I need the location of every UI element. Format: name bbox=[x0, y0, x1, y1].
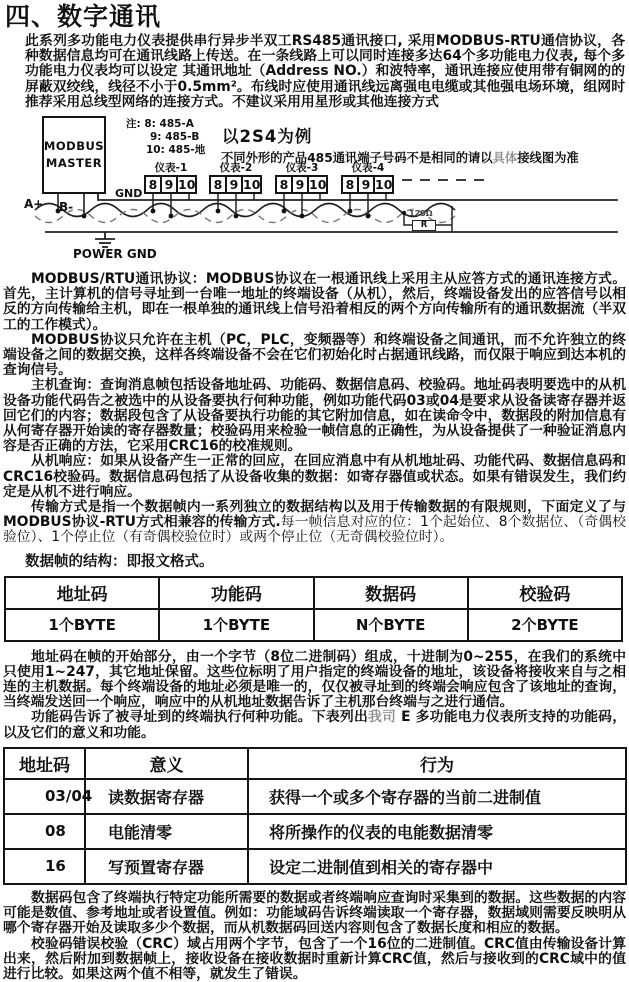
cell-behavior: 设定二进制值到相关的寄存器中 bbox=[248, 849, 626, 884]
power-gnd-label: POWER GND bbox=[73, 248, 157, 260]
meter-2-label: 仪表-2 bbox=[209, 163, 263, 174]
terminal-9: 9 bbox=[225, 175, 243, 194]
table-header-row bbox=[5, 577, 622, 609]
meter-4-terminals bbox=[341, 175, 395, 194]
cell-meaning: 写预置寄存器 bbox=[85, 849, 248, 884]
function-code-gray: 我司 bbox=[368, 709, 396, 725]
modbus-master-label-line1: MODBUS bbox=[44, 138, 104, 155]
function-code-pre: 功能码告诉了被寻址到的终端执行何种功能。下表列出 bbox=[31, 709, 368, 725]
resistor-value-label: 120Ω bbox=[409, 209, 433, 218]
table-value-row bbox=[5, 609, 622, 641]
table-header-row bbox=[4, 748, 626, 779]
page-title: 四、数字通讯 bbox=[5, 2, 629, 32]
note-line-3: 10: 485-地 bbox=[146, 144, 205, 157]
meter-2 bbox=[209, 163, 263, 194]
paragraph-slave-response: 从机响应：如果从设备产生一正常的回应，在回应消息中有从机地址码、功能代码、数据信息码和CRC16校验码。数据信息码包括了从设备收集的数据：如寄存器值或状态。如果有错误发生，我们约定是从机不进行响应。 bbox=[3, 454, 626, 500]
paragraph-master-slave: MODBUS协议只允许在主机（PC，PLC，变频器等）和终端设备之间通讯，而不允许独立的终端设备之间的数据交换，这样各终端设备不会在它们初始化时占据通讯线路，而仅限于响应到达本机的查询信号。 bbox=[3, 333, 626, 379]
cell-code: 03/04 bbox=[4, 779, 85, 814]
function-codes-table bbox=[3, 747, 627, 885]
meter-2-terminals bbox=[209, 175, 263, 194]
note-line-1: 注: 8: 485-A bbox=[126, 118, 205, 131]
frame-structure-table bbox=[4, 576, 623, 642]
value-address-bytes: 1个BYTE bbox=[5, 609, 159, 641]
terminal-10: 10 bbox=[373, 175, 394, 194]
paragraph-function-code bbox=[3, 710, 626, 740]
terminal-notes bbox=[126, 118, 205, 157]
meter-3-label: 仪表-3 bbox=[275, 163, 329, 174]
paragraph-crc: 校验码错误校验（CRC）域占用两个字节，包含了一个16位的二进制值。CRC值由传输设备计算出来，然后附加到数据帧上，接收设备在接收数据时重新计算CRC值，然后与接收到的CRC域中的值进行比较。如果这两个值不相等，就发生了错误。 bbox=[3, 937, 626, 982]
terminal-8: 8 bbox=[341, 175, 359, 194]
meter-3-terminals bbox=[275, 175, 329, 194]
terminal-10: 10 bbox=[241, 175, 262, 194]
meter-4-label: 仪表-4 bbox=[341, 163, 395, 174]
meter-1-label: 仪表-1 bbox=[144, 163, 198, 174]
cell-code: 08 bbox=[4, 814, 85, 849]
protocol-text bbox=[0, 272, 629, 546]
warning-post: 接线图为准 bbox=[517, 151, 579, 165]
intro-paragraph: 此系列多功能电力仪表提供串行异步半双工RS485通讯接口, 采用MODBUS-RTU通信协议，各种数据信息均可在通讯线路上传送。在一条线路上可以同时连接多达64个多功能电力仪表, 每个多功能电力仪表均可以设定 其通讯地址（Address NO.）和波特率，通讯连接应使用带有铜网的的屏蔽双绞线，线径不小于0.5mm²。布线时应使用通讯线远离强电电缆或其他强电场环境，组网时推荐采用总线型网络的连接方式。不建议采用用星形或其他连接方式 bbox=[25, 34, 625, 110]
cell-meaning: 电能清零 bbox=[85, 814, 248, 849]
value-data-bytes: N个BYTE bbox=[314, 609, 468, 641]
cell-code: 16 bbox=[4, 849, 85, 884]
warning-pre: 不同外形的产品485通讯端子号码不是相同的请以 bbox=[221, 151, 493, 165]
terminal-10: 10 bbox=[176, 175, 197, 194]
paragraph-modbus-rtu: MODBUS/RTU通讯协议：MODBUS协议在一根通讯线上采用主从应答方式的通讯连接方式。首先，主计算机的信号寻址到一台唯一地址的终端设备（从机），然后，终端设备发出的应答信号以相反的方向传输给主机，即在一根单独的通讯线上信号沿着相反的两个方向传输所有的通讯数据流（半双工的工作模式）。 bbox=[3, 272, 626, 333]
modbus-master-box bbox=[42, 116, 106, 194]
cell-behavior: 将所操作的仪表的电能数据清零 bbox=[248, 814, 626, 849]
wiring-diagram bbox=[0, 112, 629, 264]
cell-meaning: 读数据寄存器 bbox=[85, 779, 248, 814]
warning-gray: 具体 bbox=[493, 151, 518, 165]
header-address-code: 地址码 bbox=[4, 748, 85, 779]
meter-1 bbox=[144, 163, 198, 194]
terminal-8: 8 bbox=[209, 175, 227, 194]
a-plus-label: A+ bbox=[24, 198, 43, 210]
cell-behavior: 获得一个或多个寄存器的当前二进制值 bbox=[248, 779, 626, 814]
transmission-regular: 每一帧信息对应的位：1个起始位、8个数据位、（奇偶校验位）、1个停止位（有奇偶校验位时）或两个停止位（无奇偶校验位时）。 bbox=[3, 514, 626, 545]
function-code-post: E 多功能电力仪表所支持的功能码，以及它们的意义和功能。 bbox=[3, 709, 626, 740]
gnd-bus bbox=[98, 194, 618, 200]
paragraph-data-code: 数据码包含了终端执行特定功能所需要的数据或者终端响应查询时采集到的数据。这些数据的内容可能是数值、参考地址或者设置值。例如：功能域码告诉终端读取一个寄存器，数据域则需要反映明从哪个寄存器开始及读取多少个数据，而从机数据码回送内容则包含了数据长度和相应的数据。 bbox=[3, 891, 626, 937]
table-row bbox=[4, 849, 626, 884]
header-behavior: 行为 bbox=[248, 748, 626, 779]
terminal-8: 8 bbox=[275, 175, 293, 194]
terminal-9: 9 bbox=[291, 175, 309, 194]
meter-3 bbox=[275, 163, 329, 194]
terminal-8: 8 bbox=[144, 175, 162, 194]
terminal-10: 10 bbox=[307, 175, 328, 194]
header-meaning: 意义 bbox=[85, 748, 248, 779]
paragraph-address-code: 地址码在帧的开始部分，由一个字节（8位二进制码）组成，十进制为0~255，在我们的系统中只使用1~247，其它地址保留。这些位标明了用户指定的终端设备的地址，该设备将接收来自与之相连的主机数据。每个终端设备的地址必须是唯一的，仅仅被寻址到的终端会响应包含了该地址的查询，当终端发送回一个响应，响应中的从机地址数据告诉了主机那台终端与之进行通信。 bbox=[3, 650, 626, 711]
terminal-9: 9 bbox=[357, 175, 375, 194]
paragraph-transmission bbox=[3, 500, 626, 546]
terminating-resistor: R bbox=[412, 220, 436, 231]
paragraph-host-query: 主机查询：查询消息帧包括设备地址码、功能码、数据信息码、校验码。地址码表明要选中的从机设备功能代码告之被选中的从设备要执行何种功能，例如功能代码03或04是要求从设备读寄存器并返回它们的内容；数据段包含了从设备要执行功能的其它附加信息，如在读命令中，数据段的附加信息有从何寄存器开始读的寄存器数量；校验码用来检验一帧信息的正确性，为从设备提供了一种验证消息内容是否正确的方法，它采用CRC16的校准规则。 bbox=[3, 378, 626, 454]
transmission-bold: 传输方式是指一个数据帧内一系列独立的数据结构以及用于传输数据的有限规则，下面定义了与MODBUS协议-RTU方式相兼容的传输方式. bbox=[3, 499, 626, 530]
header-check-code: 校验码 bbox=[468, 577, 622, 609]
gnd-label: GND bbox=[115, 188, 142, 200]
value-function-bytes: 1个BYTE bbox=[159, 609, 313, 641]
terminal-9: 9 bbox=[160, 175, 178, 194]
table-row bbox=[4, 814, 626, 849]
manual-page bbox=[0, 2, 629, 938]
header-function-code: 功能码 bbox=[159, 577, 313, 609]
b-minus-label: B- bbox=[59, 201, 73, 213]
header-address-code: 地址码 bbox=[5, 577, 159, 609]
rs485-wire-a bbox=[35, 204, 455, 217]
note-line-2: 9: 485-B bbox=[150, 131, 205, 144]
meter-1-terminals bbox=[144, 175, 198, 194]
frame-structure-heading: 数据帧的结构：即报文格式。 bbox=[25, 553, 626, 571]
table-row bbox=[4, 779, 626, 814]
ground-symbol bbox=[95, 232, 115, 247]
example-title: 以2S4为例 bbox=[222, 123, 312, 147]
value-check-bytes: 2个BYTE bbox=[468, 609, 622, 641]
meter-4 bbox=[341, 163, 395, 194]
modbus-master-label-line2: MASTER bbox=[46, 155, 102, 172]
header-data-code: 数据码 bbox=[314, 577, 468, 609]
